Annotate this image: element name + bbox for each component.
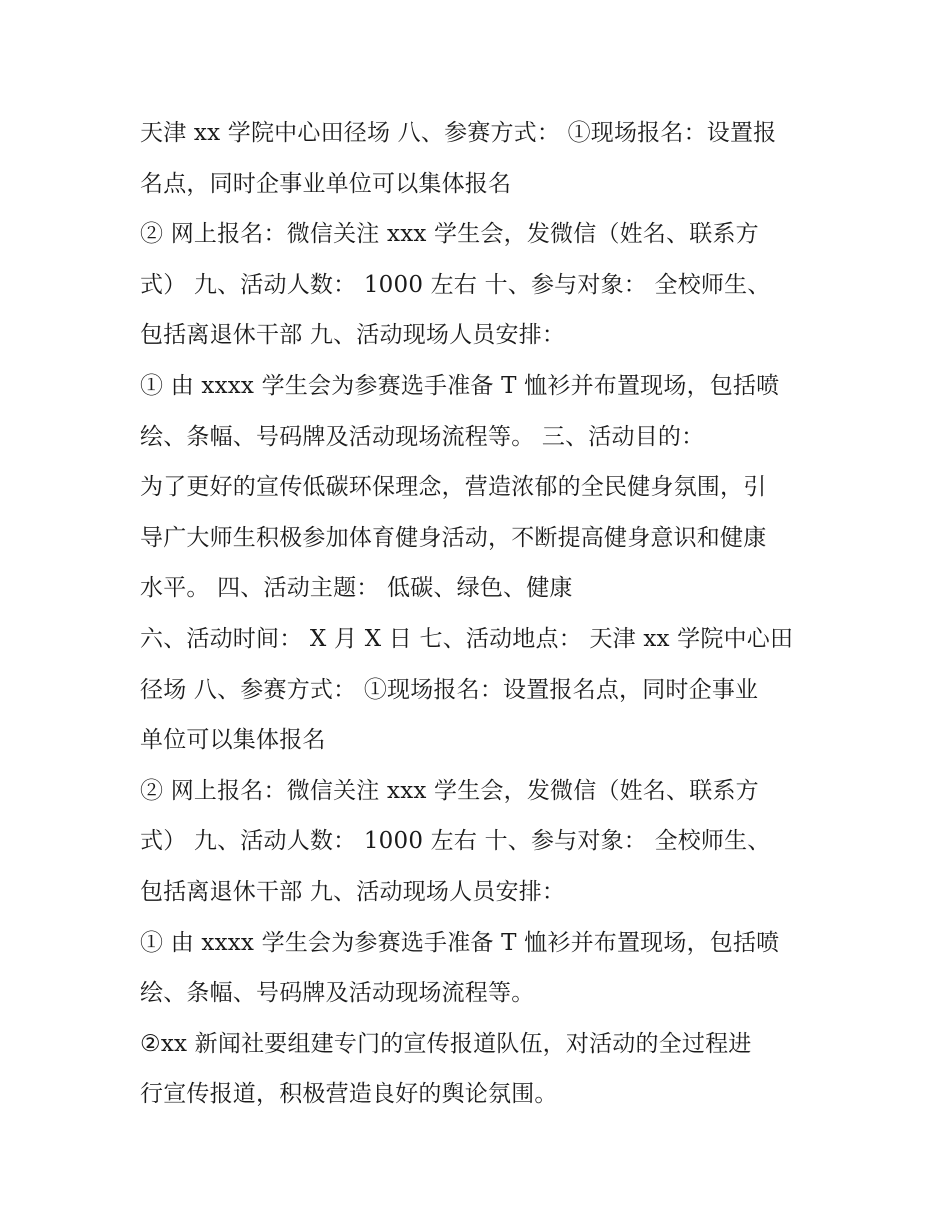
text-line: ② 网上报名：微信关注 xxx 学生会，发微信（姓名、联系方 [140,777,759,804]
text-line: 天津 xx 学院中心田径场 八、参赛方式： ①现场报名：设置报 [140,120,777,146]
text-line: ① 由 xxxx 学生会为参赛选手准备 T 恤衫并布置现场，包括喷 [140,929,780,956]
text-line: 绘、条幅、号码牌及活动现场流程等。 [140,980,535,1007]
text-line: 径场 八、参赛方式： ①现场报名：设置报名点，同时企事业 [140,676,759,703]
text-line: ②xx 新闻社要组建专门的宣传报道队伍，对活动的全过程进 [140,1030,752,1057]
text-line: 式） 九、活动人数： 1000 左右 十、参与对象： 全校师生、 [140,828,771,855]
text-line: 导广大师生积极参加体育健身活动，不断提高健身意识和健康 [140,524,767,551]
text-line: 包括离退休干部 九、活动现场人员安排： [140,878,566,905]
text-line: 式） 九、活动人数： 1000 左右 十、参与对象： 全校师生、 [140,271,771,298]
text-line: 六、活动时间： X 月 X 日 七、活动地点： 天津 xx 学院中心田 [140,625,794,652]
text-line: 为了更好的宣传低碳环保理念，营造浓郁的全民健身氛围，引 [140,474,767,501]
document-body [140,108,820,1120]
text-line: 包括离退休干部 九、活动现场人员安排： [140,322,566,349]
text-line: 单位可以集体报名 [140,727,326,754]
text-line: ① 由 xxxx 学生会为参赛选手准备 T 恤衫并布置现场，包括喷 [140,372,780,399]
text-line: 绘、条幅、号码牌及活动现场流程等。 三、活动目的： [140,423,705,450]
text-line: 行宣传报道，积极营造良好的舆论氛围。 [140,1081,558,1108]
text-line: ② 网上报名：微信关注 xxx 学生会，发微信（姓名、联系方 [140,221,759,248]
text-line: 名点，同时企事业单位可以集体报名 [140,170,512,197]
text-line: 水平。 四、活动主题： 低碳、绿色、健康 [140,575,573,602]
